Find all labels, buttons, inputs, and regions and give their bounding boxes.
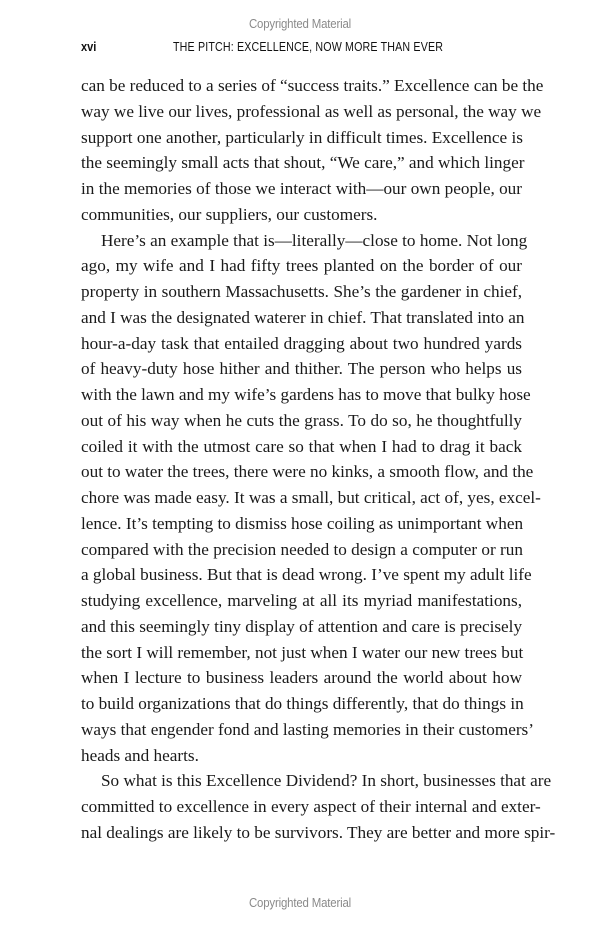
paragraph <box>81 73 544 228</box>
text-line: nal dealings are likely to be survivors. They are better and more spir- <box>81 822 556 842</box>
paragraph <box>81 228 541 769</box>
copyright-watermark-top: Copyrighted Material <box>248 16 352 31</box>
text-line: coiled it with the utmost care so that when I had to drag it back <box>81 436 522 456</box>
text-line: committed to excellence in every aspect of their internal and exter- <box>81 797 541 816</box>
text-line: ways that engender fond and lasting memories in their customers’ <box>81 719 534 739</box>
text-line: support one another, particularly in difficult times. Excellence is <box>81 127 523 147</box>
running-head <box>81 39 521 57</box>
text-line: chore was made easy. It was a small, but critical, act of, yes, excel- <box>81 488 541 507</box>
body-text <box>81 73 556 846</box>
text-line: and this seemingly tiny display of attention and care is precisely <box>81 616 523 636</box>
text-line: way we live our lives, professional as well as personal, the way we <box>81 101 542 121</box>
text-line: Here’s an example that is—literally—close to home. Not long <box>101 230 528 250</box>
text-line: the seemingly small acts that shout, “We care,” and which linger <box>81 153 525 173</box>
text-line: heads and hearts. <box>81 745 199 765</box>
text-line: communities, our suppliers, our customers. <box>81 204 378 224</box>
copyright-watermark-bottom: Copyrighted Material <box>248 895 352 910</box>
text-line: compared with the precision needed to design a computer or run <box>81 539 523 559</box>
text-line: with the lawn and my wife’s gardens has to move that bulky hose <box>81 385 531 404</box>
text-line: a global business. But that is dead wrong. I’ve spent my adult life <box>81 565 532 585</box>
text-line: when I lecture to business leaders around the world about how <box>81 668 522 688</box>
text-line: can be reduced to a series of “success traits.” Excellence can be the <box>81 76 544 95</box>
text-line: hour-a-day task that entailed dragging about two hundred yards <box>81 333 522 353</box>
paragraph <box>81 768 556 845</box>
text-line: the sort I will remember, not just when I water our new trees but <box>81 642 524 662</box>
chapter-title: THE PITCH: EXCELLENCE, NOW MORE THAN EVER <box>173 39 444 54</box>
text-line: in the memories of those we interact with—our own people, our <box>81 179 522 198</box>
text-line: So what is this Excellence Dividend? In short, businesses that are <box>101 771 552 791</box>
page-number: xvi <box>81 39 97 54</box>
text-line: to build organizations that do things differently, that do things in <box>81 694 524 713</box>
text-line: out to water the trees, there were no kinks, a smooth flow, and the <box>81 462 534 482</box>
text-line: out of his way when he cuts the grass. To do so, he thoughtfully <box>81 410 522 430</box>
text-line: of heavy-duty hose hither and thither. The person who helps us <box>81 359 522 379</box>
text-line: property in southern Massachusetts. She’s the gardener in chief, <box>81 282 522 301</box>
text-line: ago, my wife and I had fifty trees planted on the border of our <box>81 256 522 276</box>
text-line: studying excellence, marveling at all its myriad manifestations, <box>81 591 522 610</box>
text-line: lence. It’s tempting to dismiss hose coiling as unimportant when <box>81 513 524 533</box>
text-line: and I was the designated waterer in chief. That translated into an <box>81 307 525 327</box>
